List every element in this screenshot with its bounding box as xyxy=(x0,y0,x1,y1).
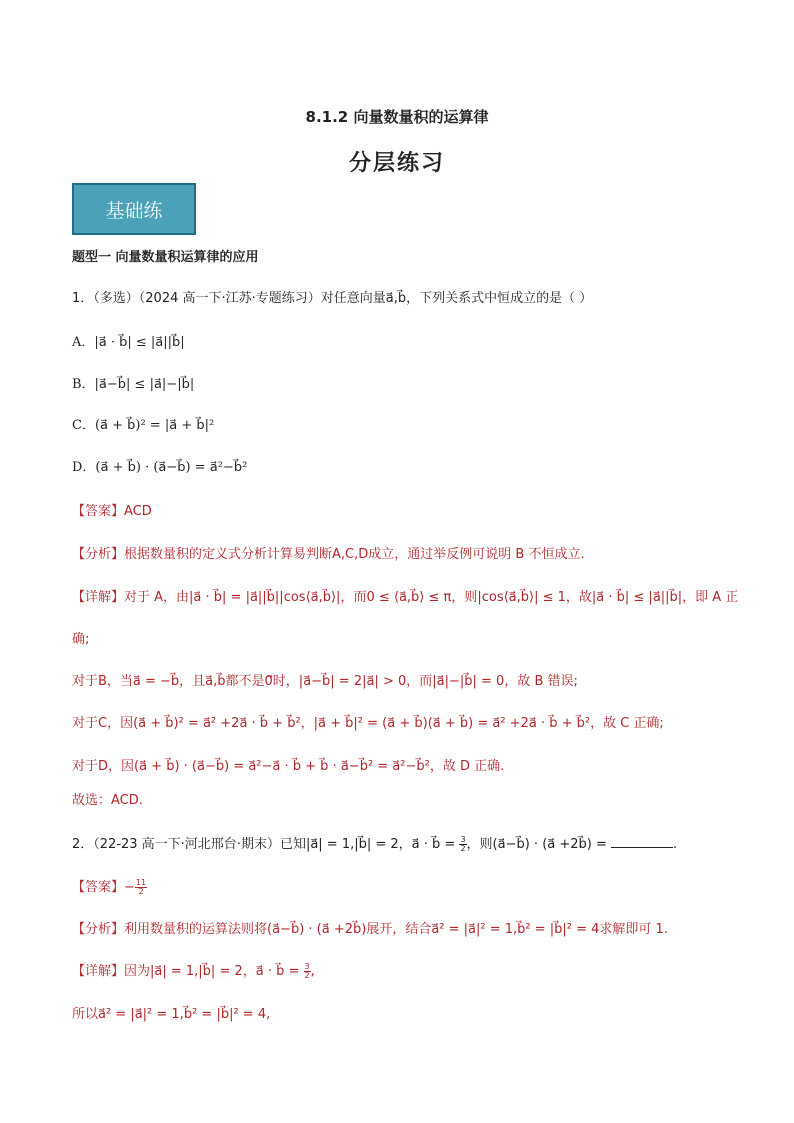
q2-stem-part1: 2．（22-23 高一下·河北邢台·期末）已知|a⃗| = 1,|b⃗| = 2，a⃗ · b⃗ = xyxy=(72,837,456,852)
q1-option-a: A．|a⃗ · b⃗| ≤ |a⃗||b⃗| xyxy=(72,335,185,350)
fraction-numerator: 3 xyxy=(304,962,310,971)
q1-option-d: D．(a⃗ + b⃗) · (a⃗−b⃗) = a⃗²−b⃗² xyxy=(72,460,248,475)
q1-choice: 故选：ACD. xyxy=(72,793,143,808)
q1-detail-d: 对于D，因(a⃗ + b⃗) · (a⃗−b⃗) = a⃗²−a⃗ · b⃗ + b⃗ · a⃗−b⃗² = a⃗²−b⃗²，故 D 正确. xyxy=(72,759,505,774)
analysis-text: 利用数量积的运算法则将(a⃗−b⃗) · (a⃗ +2b⃗)展开，结合a⃗² = |a⃗|² = 1,b⃗² = |b⃗|² = 4求解即可 1. xyxy=(124,922,668,937)
detail-end: , xyxy=(310,964,315,979)
page-title: 8.1.2 向量数量积的运算律 xyxy=(305,108,489,126)
q2-analysis xyxy=(72,918,668,937)
answer-fraction xyxy=(135,879,147,896)
fraction-denominator: 2 xyxy=(138,887,144,896)
q1-answer xyxy=(72,500,152,519)
detail-text-1: 对于 A，由|a⃗ · b⃗| = |a⃗||b⃗||cos⟨a⃗,b⃗⟩|，而0 ≤ ⟨a⃗,b⃗⟩ ≤ π，则|cos⟨a⃗,b⃗⟩| ≤ 1，故|a⃗ · b⃗| ≤ |a⃗||b⃗|，即 A 正 xyxy=(124,590,739,605)
q2-detail-2: 所以a⃗² = |a⃗|² = 1,b⃗² = |b⃗|² = 4, xyxy=(72,1007,271,1022)
q1-option-b: B．|a⃗−b⃗| ≤ |a⃗|−|b⃗| xyxy=(72,377,195,392)
answer-value: ACD xyxy=(124,504,152,519)
q2-detail xyxy=(72,960,315,980)
q1-detail-b: 对于B，当a⃗ = −b⃗，且a⃗,b⃗都不是0⃗时，|a⃗−b⃗| = 2|a⃗| > 0，而|a⃗|−|b⃗| = 0，故 B 错误; xyxy=(72,674,578,689)
fraction-denominator: 2 xyxy=(460,844,466,853)
fraction-denominator: 2 xyxy=(304,971,310,980)
q1-stem: 1．（多选）（2024 高一下·江苏·专题练习）对任意向量a⃗,b⃗，下列关系式中恒成立的是（ ） xyxy=(72,291,593,306)
q1-analysis xyxy=(72,543,585,562)
q2-fraction xyxy=(459,836,466,853)
analysis-label: 【分析】 xyxy=(72,547,125,562)
level-badge: 基础练 xyxy=(72,183,196,235)
analysis-text: 根据数量积的定义式分析计算易判断A,C,D成立，通过举反例可说明 B 不恒成立. xyxy=(124,547,585,562)
answer-blank xyxy=(611,837,673,848)
q1-detail-cont: 确; xyxy=(72,632,90,647)
q2-stem-part2: ，则(a⃗−b⃗) · (a⃗ +2b⃗) = xyxy=(466,837,607,852)
fraction-numerator: 3 xyxy=(460,835,466,844)
q1-option-c: C．(a⃗ + b⃗)² = |a⃗ + b⃗|² xyxy=(72,418,215,433)
q2-answer xyxy=(72,876,147,896)
q2-stem xyxy=(72,833,677,853)
analysis-label: 【分析】 xyxy=(72,922,125,937)
detail-label: 【详解】 xyxy=(72,590,125,605)
page-subtitle: 分层练习 xyxy=(348,151,445,176)
answer-label: 【答案】 xyxy=(72,504,125,519)
detail-text-1: 因为|a⃗| = 1,|b⃗| = 2，a⃗ · b⃗ = xyxy=(124,964,300,979)
detail-fraction xyxy=(304,963,311,980)
q1-detail-c: 对于C，因(a⃗ + b⃗)² = a⃗² +2a⃗ · b⃗ + b⃗²，|a⃗ + b⃗|² = (a⃗ + b⃗)(a⃗ + b⃗) = a⃗² +2a⃗ · b⃗ + b⃗²，故 C 正确; xyxy=(72,716,664,731)
detail-label: 【详解】 xyxy=(72,964,125,979)
answer-label: 【答案】 xyxy=(72,880,125,895)
q2-stem-end: . xyxy=(673,837,678,852)
answer-sign: − xyxy=(124,880,135,895)
fraction-numerator: 11 xyxy=(135,878,147,887)
q1-detail xyxy=(72,586,738,605)
section-heading: 题型一 向量数量积运算律的应用 xyxy=(72,250,259,265)
